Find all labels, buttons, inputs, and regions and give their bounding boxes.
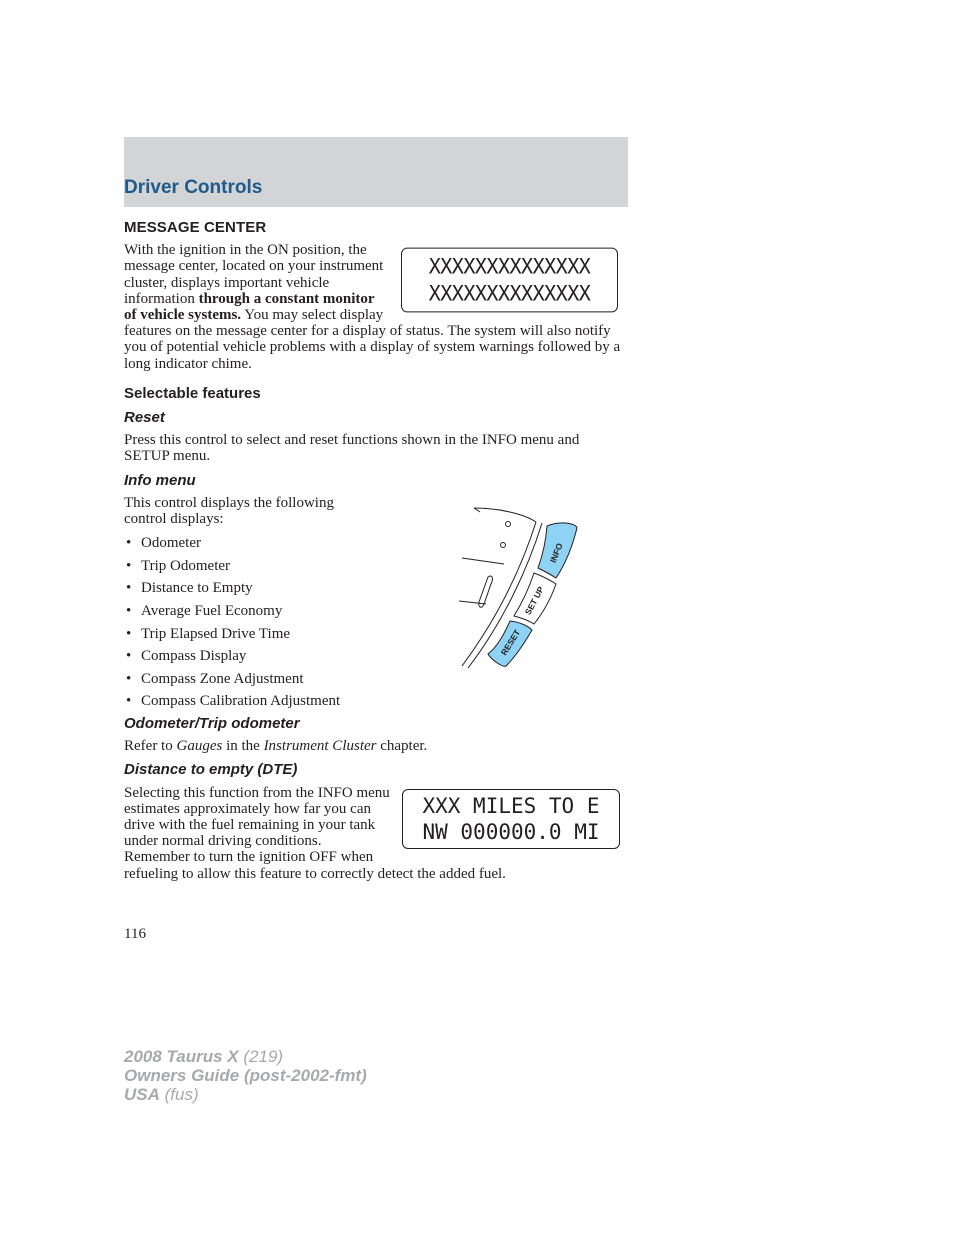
info-menu-intro: This control displays the following control displays: xyxy=(124,494,334,528)
setup-button-label: SET UP xyxy=(522,584,546,617)
para-bold: through a constant monitor of vehicle systems. xyxy=(124,290,375,324)
para-text-end: You may select display features on the message center for a display of status. The system will also notify you of potential vehicle problems with a display of system warnings followed by a long indicator chime. xyxy=(124,307,621,372)
list-item: • Average Fuel Economy xyxy=(124,603,628,619)
footer xyxy=(124,1047,367,1104)
dte-display xyxy=(402,789,620,849)
heading-reset: Reset xyxy=(124,409,165,427)
italic-cluster: Instrument Cluster xyxy=(263,738,377,755)
list-item: • Odometer xyxy=(124,535,628,551)
page-number: 116 xyxy=(124,926,146,942)
heading-info-menu: Info menu xyxy=(124,471,196,489)
dte-display-line-2: NW 000000.0 MI xyxy=(422,819,600,844)
dte-display-line-1: XXX MILES TO E xyxy=(422,793,600,818)
list-item: • Trip Elapsed Drive Time xyxy=(124,626,628,642)
info-button xyxy=(538,523,577,578)
heading-dte: Distance to empty (DTE) xyxy=(124,761,298,779)
steering-wheel-buttons-illustration xyxy=(444,506,584,668)
info-button-label: INFO xyxy=(547,541,565,565)
para-text: With the ignition in the ON position, the message center, located on your instrument cluster, displays important vehicle information xyxy=(124,242,384,307)
reset-text: Press this control to select and reset functions shown in the INFO menu and SETUP menu. xyxy=(124,432,580,465)
subheading-selectable-features: Selectable features xyxy=(124,384,261,402)
dte-display-figure xyxy=(402,789,620,849)
page-title: Driver Controls xyxy=(124,177,263,198)
text: chapter. xyxy=(376,738,428,755)
list-item: • Compass Calibration Adjustment xyxy=(124,693,628,709)
list-item: • Trip Odometer xyxy=(124,558,628,574)
message-center-display xyxy=(401,248,618,313)
footer-line-3 xyxy=(124,1085,367,1104)
italic-gauges: Gauges xyxy=(176,738,223,755)
dte-text: Selecting this function from the INFO menu estimates approximately how far you can drive with the fuel remaining in your tank under normal driving conditions. Remember to turn the ignition OFF when refueling to allow this feature to correctly detect the added fuel. xyxy=(124,784,506,882)
list-item: • Compass Display xyxy=(124,648,628,664)
odometer-text xyxy=(124,738,628,754)
display-line-2: XXXXXXXXXXXXXX xyxy=(428,280,591,307)
footer-code: (219) xyxy=(238,1047,284,1066)
message-center-display-figure xyxy=(401,250,618,310)
section-heading-message-center: MESSAGE CENTER xyxy=(124,219,267,236)
footer-model: 2008 Taurus X xyxy=(124,1047,239,1066)
list-item: • Compass Zone Adjustment xyxy=(124,671,628,687)
display-line-1: XXXXXXXXXXXXXX xyxy=(428,253,591,280)
text: Refer to xyxy=(124,738,177,755)
footer-market-code: (fus) xyxy=(159,1085,199,1104)
footer-market: USA xyxy=(124,1085,160,1104)
list-item: • Distance to Empty xyxy=(124,580,628,596)
footer-line-2: Owners Guide (post-2002-fmt) xyxy=(124,1066,367,1085)
footer-line-1 xyxy=(124,1047,367,1066)
heading-odometer: Odometer/Trip odometer xyxy=(124,715,300,732)
reset-button-label: RESET xyxy=(498,627,523,658)
reset-button xyxy=(488,621,532,666)
text: in the xyxy=(222,738,264,755)
